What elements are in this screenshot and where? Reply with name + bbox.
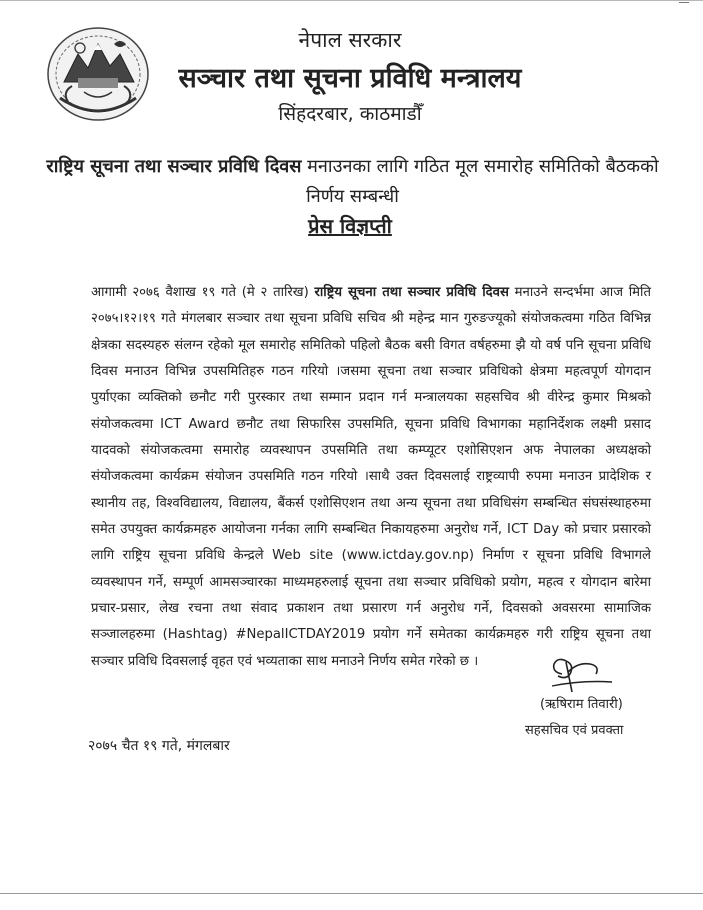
body-part1: आगामी २०७६ वैशाख १९ गते (मे २ तारिख) — [91, 285, 315, 300]
subject-rest: मनाउनका लागि गठित मूल समारोह समितिको बैठकको — [301, 156, 659, 177]
page-top-border — [0, 0, 703, 1]
corner-mark — [679, 2, 689, 3]
subject-heading — [30, 152, 675, 212]
nepal-government-emblem-icon — [44, 20, 152, 124]
ministry-heading: सञ्चार तथा सूचना प्रविधि मन्त्रालय — [178, 63, 522, 94]
body-paragraph — [91, 280, 651, 675]
body-part2: मनाउने सन्दर्भमा आज मिति २०७५।१२।१९ गते मंगलबार सञ्चार तथा सूचना प्रविधि सचिव श्री महेन्द्र मान गुरुङज्यूको संयोजकत्वमा गठित विभिन्न क्षेत्रका सदस्यहरु संलग्न रहेको मूल समारोह समितिको पहिलो बैठक बसी विगत वर्षहरुमा झै यो वर्ष पनि सूचना प्रविधि दिवस मनाउन विभिन्न उपसमितिहरु गठन गरियो ।जसमा सूचना तथा सञ्चार प्रविधिको क्षेत्रमा महत्वपूर्ण योगदान पुर्याएका व्यक्तिको छनौट गरी पुरस्कार तथा सम्मान प्रदान गर्न मन्त्रालयका सहसचिव श्री वीरेन्द्र कुमार मिश्रको संयोजकत्वमा ICT Award छनौट तथा सिफारिस उपसमिति, सूचना प्रविधि विभागका महानिर्देशक लक्ष्मी प्रसाद यादवको संयोजकत्वमा समारोह व्यवस्थापन उपसमिति तथा कम्प्यूटर एशोसिएशन अफ नेपालका अध्यक्षको संयोजकत्वमा कार्यक्रम संयोजन उपसमिति गठन गरियो ।साथै उक्त दिवसलाई राष्ट्रव्यापी रुपमा मनाउन प्रादेशिक र स्थानीय तह, विश्वविद्यालय, विद्यालय, बैंकर्स एशोसिएशन तथा अन्य सूचना तथा प्रविधिसंग सम्बन्धित संघसंस्थाहरुमा समेत उपयुक्त कार्यक्रमहरु आयोजना गर्नका लागि सम्बन्धित निकायहरुमा अनुरोध गर्ने, ICT Day को प्रचार प्रसारको लागि राष्ट्रिय सूचना प्रविधि केन्द्रले Web site (www.ictday.gov.np) निर्माण र सूचना प्रविधि विभागले व्यवस्थापन गर्ने, सम्पूर्ण आमसञ्चारका माध्यमहरुलाई सूचना तथा सञ्चार प्रविधिको प्रयोग, महत्व र योगदान बारेमा प्रचार-प्रसार, लेख रचना तथा संवाद प्रकाशन तथा प्रसारण गर्न अनुरोध गर्ने, दिवसको अवसरमा सामाजिक सञ्जालहरुमा (Hashtag) #NepalICTDAY2019 प्रयोग गर्ने समेतका कार्यक्रमहरु गरी राष्ट्रिय सूचना तथा सञ्चार प्रविधि दिवसलाई वृहत एवं भव्यताका साथ मनाउने निर्णय समेत गरेको छ । — [91, 285, 651, 669]
body-bold-part: राष्ट्रिय सूचना तथा सञ्चार प्रविधि दिवस — [314, 285, 509, 300]
page-bottom-border — [0, 893, 703, 894]
signatory-name: (ऋषिराम तिवारी) — [540, 697, 623, 712]
government-heading: नेपाल सरकार — [298, 28, 402, 52]
signatory-title: सहसचिव एवं प्रवक्ता — [525, 723, 624, 738]
press-release-title: प्रेस विज्ञप्ती — [308, 214, 392, 238]
subject-line2: निर्णय सम्बन्धी — [306, 186, 399, 207]
subject-bold-part: राष्ट्रिय सूचना तथा सञ्चार प्रविधि दिवस — [46, 156, 302, 177]
issue-date: २०७५ चैत १९ गते, मंगलबार — [88, 738, 230, 754]
location-heading: सिंहदरबार, काठमाडौँ — [278, 103, 422, 125]
